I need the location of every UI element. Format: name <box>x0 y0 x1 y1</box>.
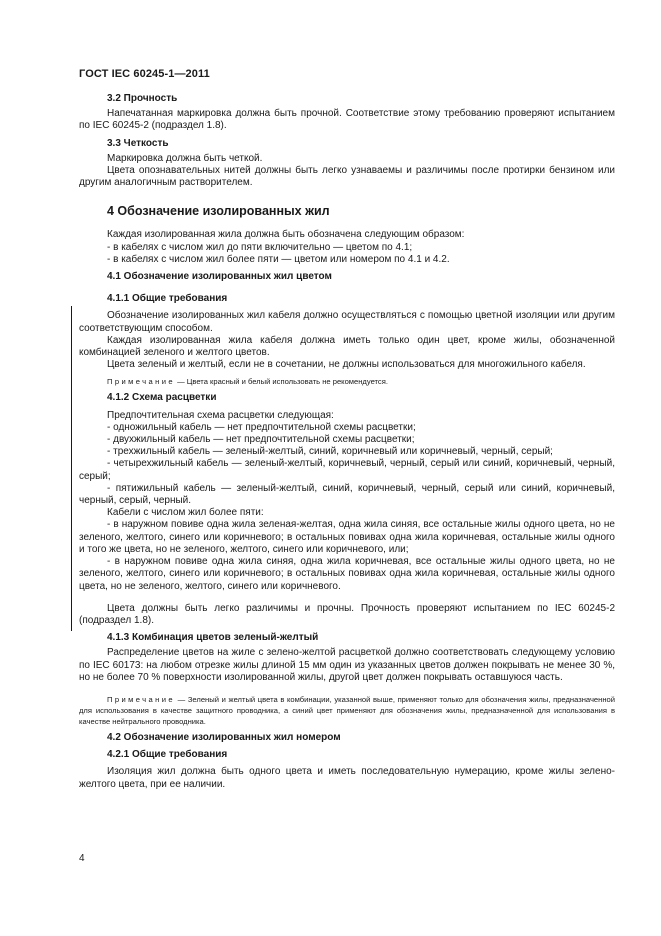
section-4-1-3-paragraph: Распределение цветов на жиле с зелено-желтой расцветкой должно соответствовать следующему условию по IEC 60173: на любом отрезке жилы длиной 15 мм один из указанных цветов должен покрывать не менее 30 %, но не более 70 % поверхности изолированной жилы, другой цвет должен покрывать оставшуюся часть. <box>79 647 615 683</box>
section-4-1-heading: 4.1 Обозначение изолированных жил цветом <box>107 271 332 283</box>
list-item: - в наружном повиве одна жила зеленая-желтая, одна жила синяя, все остальные жилы одного цвета, но не зеленого, желтого, синего или коричневого; в остальных повивах одна жила коричневая, остальные жилы одного и того же цвета, но не зеленого, желтого, синего или коричневого, или; <box>79 519 615 555</box>
section-4-1-1-paragraph-2: Каждая изолированная жила кабеля должна иметь только один цвет, кроме жилы, обозначенной комбинацией зеленого и желтого цветов. <box>79 334 615 359</box>
section-4-1-2-more-intro: Кабели с числом жил более пяти: <box>107 507 264 519</box>
section-4-1-2-intro: Предпочтительная схема расцветки следующая: <box>107 409 334 421</box>
section-4-1-1-paragraph-3: Цвета зеленый и желтый, если не в сочетании, не должны использоваться для многожильного кабеля. <box>107 359 586 371</box>
section-3-3-paragraph-1: Маркировка должна быть четкой. <box>107 152 263 164</box>
document-body <box>79 93 615 791</box>
page-number: 4 <box>79 853 85 864</box>
list-item: - в кабелях с числом жил до пяти включительно — цветом по 4.1; <box>107 241 413 253</box>
section-4-2-1-paragraph: Изоляция жил должна быть одного цвета и иметь последовательную нумерацию, кроме жилы зелено-желтого цвета, при ее наличии. <box>79 766 615 790</box>
section-4-2-1-heading: 4.2.1 Общие требования <box>107 749 228 761</box>
section-3-2-paragraph: Напечатанная маркировка должна быть прочной. Соответствие этому требованию проверяют испытанием по IEC 60245-2 (подраздел 1.8). <box>79 108 615 132</box>
section-4-1-2-closing: Цвета должны быть легко различимы и прочны. Прочность проверяют испытанием по IEC 60245-2 (подраздел 1.8). <box>79 602 615 626</box>
section-3-3-heading: 3.3 Четкость <box>107 137 169 149</box>
section-3-3-paragraph-2: Цвета опознавательных нитей должны быть легко узнаваемы и различимы после протирки бензином или другим аналогичным растворителем. <box>79 165 615 189</box>
list-item: - трехжильный кабель — зеленый-желтый, синий, коричневый или коричневый, черный, серый; <box>107 446 553 458</box>
section-4-1-1-heading: 4.1.1 Общие требования <box>107 293 228 305</box>
section-3-2-heading: 3.2 Прочность <box>107 93 178 104</box>
section-4-intro: Каждая изолированная жила должна быть обозначена следующим образом: <box>107 229 465 241</box>
section-4-2-heading: 4.2 Обозначение изолированных жил номером <box>107 731 341 743</box>
list-item: - двухжильный кабель — нет предпочтительной схемы расцветки; <box>107 434 415 446</box>
note-text: — Зеленый и желтый цвета в комбинации, указанной выше, применяют только для обозначения жилы, предназначенной для использования в качестве защитного проводника, а синий цвет применяют для обозначения жилы, предназначенной для использования в качестве нейтрального проводника. <box>79 694 615 726</box>
note-text: — Цвета красный и белый использовать не рекомендуется. <box>174 377 388 387</box>
list-item: - в наружном повиве одна жила синяя, одна жила коричневая, все остальные жилы одного цвета, но не зеленого, желтого, синего или коричневого; в остальных повивах одна жила коричневая, остальные жилы одного цвета, но не зеленого, желтого, синего или коричневого. <box>79 556 615 592</box>
list-item: - одножильный кабель — нет предпочтительной схемы расцветки; <box>107 421 416 433</box>
note-label: Примечание <box>107 377 175 387</box>
list-item: - четырехжильный кабель — зеленый-желтый, коричневый, черный, серый или синий, коричневый, черный, серый; <box>79 458 615 482</box>
list-item: - пятижильный кабель — зеленый-желтый, синий, коричневый, черный, серый или синий, коричневый, черный, серый, черный. <box>79 482 615 507</box>
change-bar <box>71 306 72 631</box>
section-4-1-1-paragraph-1: Обозначение изолированных жил кабеля должно осуществляться с помощью цветной изоляции или другим соответствующим способом. <box>79 310 615 334</box>
note-4-1-3 <box>79 694 615 727</box>
document-header: ГОСТ IEC 60245-1—2011 <box>79 68 210 80</box>
section-4-1-2-heading: 4.1.2 Схема расцветки <box>107 392 217 404</box>
section-4-heading: 4 Обозначение изолированных жил <box>107 204 330 219</box>
list-item: - в кабелях с числом жил более пяти — цветом или номером по 4.1 и 4.2. <box>107 253 450 265</box>
note-4-1-1 <box>79 376 615 387</box>
note-label: Примечание <box>107 694 175 704</box>
section-4-1-3-heading: 4.1.3 Комбинация цветов зеленый-желтый <box>107 632 319 644</box>
